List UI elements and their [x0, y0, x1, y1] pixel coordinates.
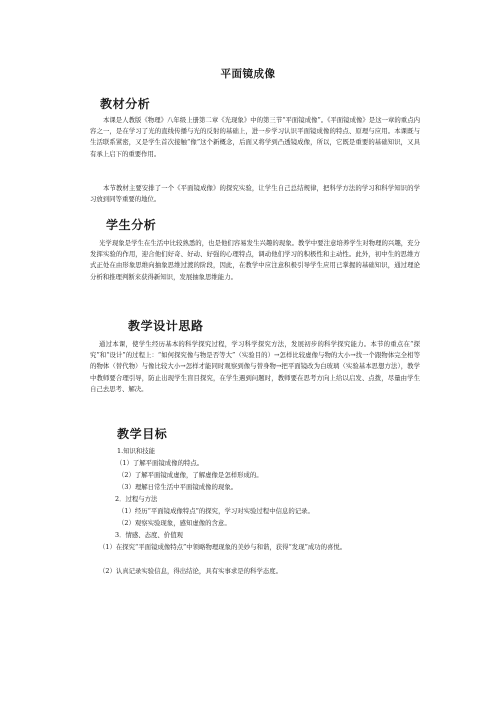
document-title: 平面镜成像	[220, 68, 276, 80]
heading-student-analysis: 学生分析	[106, 218, 157, 232]
paragraph-textbook-analysis-1: 本课是人教版《物理》八年级上册第二章《光现象》中的第三节“平面镜成像”。《平面镜成像》是这一章的重点内容之一，是在学习了光的直线传播与光的反射的基础上，进一步学习认识平面镜成像的特点、原理与应用。本课既与生活联系紧密，又是学生首次接触“像”这个新概念，后面又将学到凸透镜成像，所以，它既是重要的基础知识，又具有承上启下的重要作用。	[90, 116, 420, 158]
objective-heading-attitude: 3．情感、态度、价值观	[115, 531, 183, 539]
objective-item: （3）理解日常生活中平面镜成像的现象。	[118, 483, 238, 491]
objective-item: （2）观察实验现象，感知虚像的含意。	[118, 519, 231, 527]
objective-heading-process: 2．过程与方法	[115, 495, 158, 503]
objective-heading-knowledge: 1.知识和技能	[117, 447, 156, 455]
objective-item: （1）了解平面镜成像的特点。	[116, 459, 204, 467]
objective-item: （1）经历“平面镜成像特点”的探究，学习对实验过程中信息的记录。	[118, 507, 314, 515]
objective-item: （1）在探究“平面镜成像特点”中领略物理现象的美妙与和谐，获得“发现”成功的喜悦。	[99, 543, 347, 551]
paragraph-textbook-analysis-2: 本节教材主要安排了一个《平面镜成像》的探究实验，让学生自己总结规律，把科学方法的学习和科学知识的学习放到同等重要的地位。	[90, 184, 420, 204]
paragraph-design-ideas: 通过本课，使学生经历基本的科学探究过程，学习科学探究方法，发展初步的科学探究能力。本节的重点在“探究”和“设计”的过程上：“如何探究像与物是否等大”（实验目的）→怎样比较虚像与物的大小→找一个跟物体完全相等的物体（替代物）与像比较大小→怎样才能同时观察到像与替身物→把平面镜改为白玻璃（实验基本思想方法），教学中教师要合理引导，防止出现学生盲目探究，在学生遇到问题时，教师要在思考方向上给以启发、点拨，尽量由学生自己去思考、解决。	[90, 340, 420, 393]
objective-item: （2）认真记录实验信息，得出结论，具有实事求是的科学态度。	[99, 567, 283, 575]
heading-teaching-objectives: 教学目标	[117, 427, 168, 441]
heading-textbook-analysis: 教材分析	[100, 97, 151, 111]
paragraph-student-analysis: 光学现象是学生在生活中比较熟悉的，也是他们容易发生兴趣的现象。教学中要注意培养学生对物理的兴趣，充分发挥实验的作用，迎合他们好奇、好动、好强的心理特点，调动他们学习的积极性和主动性。此外，初中生的思维方式正处在由形象思维向抽象思维过渡的阶段，因此，在教学中应注意积极引导学生应用已掌握的基础知识，通过理论分析和推理判断来获得新知识，发展抽象思维能力。	[90, 239, 420, 281]
objective-item: （2）了解平面镜成虚像，了解虚像是怎样形成的。	[118, 471, 263, 479]
heading-design-ideas: 教学设计思路	[128, 319, 204, 333]
